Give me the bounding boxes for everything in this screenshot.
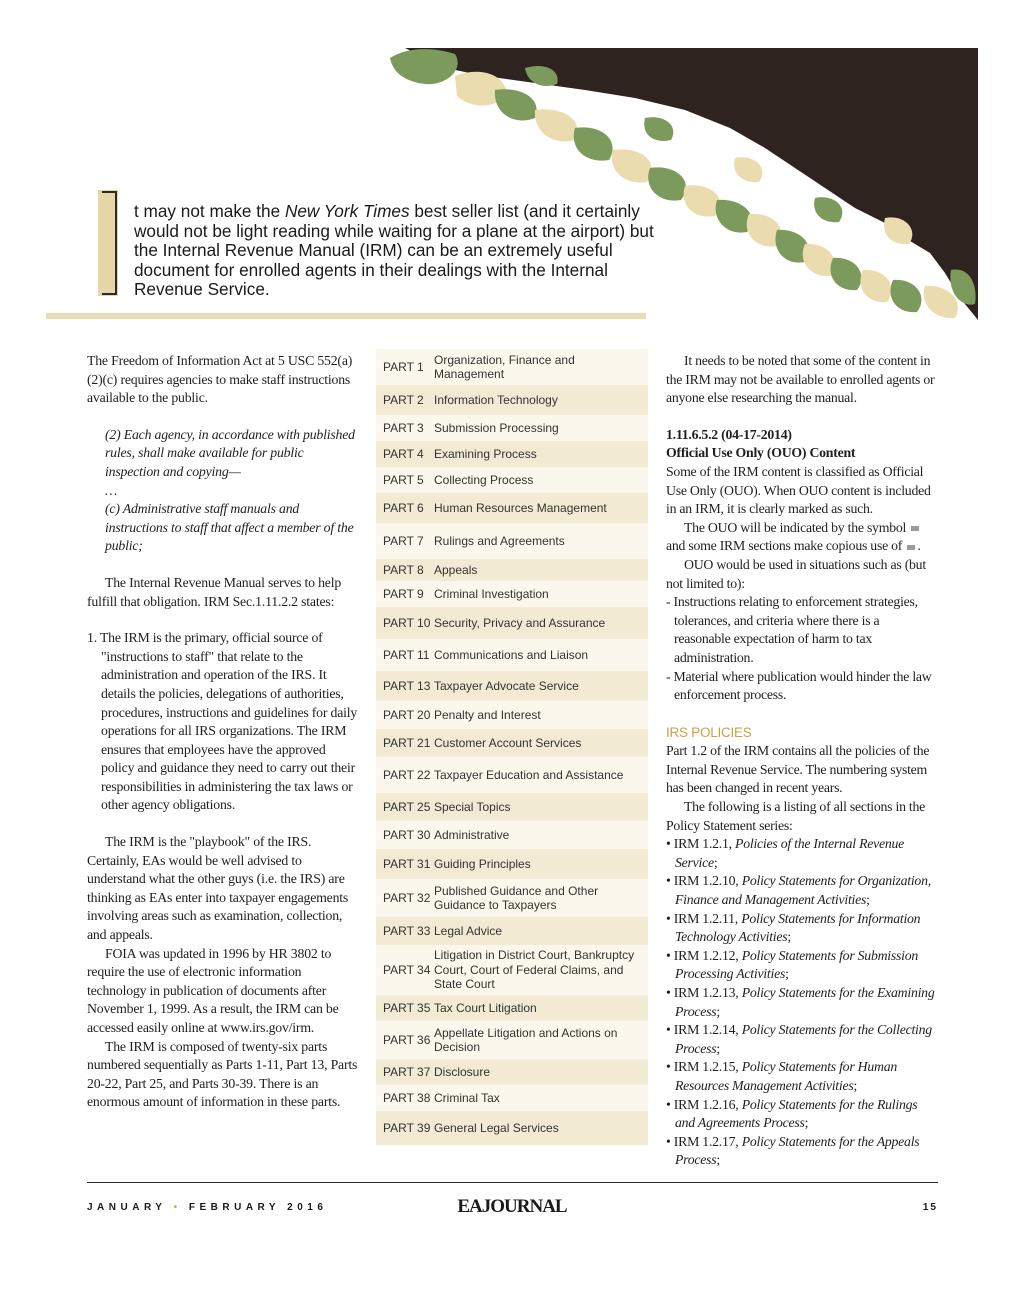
part-row bbox=[376, 415, 648, 441]
foia-quote-1: (2) Each agency, in accordance with published rules, shall make available for public inspection and copying— bbox=[105, 426, 355, 479]
part-title: Human Resources Management bbox=[434, 500, 607, 515]
intro-text-start: t may not make the bbox=[134, 201, 285, 221]
policy-ref: IRM 1.2.12, bbox=[673, 947, 742, 963]
footer-issue-date bbox=[87, 1202, 327, 1213]
part-number: PART 8 bbox=[383, 562, 424, 577]
part-number: PART 5 bbox=[383, 472, 424, 487]
intro-text-italic: New York Times bbox=[284, 201, 410, 221]
irm-serves-paragraph: The Internal Revenue Manual serves to help fulfill that obligation. IRM Sec.1.11.2.2 states: bbox=[87, 574, 342, 609]
section-title: Official Use Only (OUO) Content bbox=[666, 445, 856, 461]
part-row bbox=[376, 467, 648, 493]
part-title: Litigation in District Court, Bankruptcy Court, Court of Federal Claims, and State Court bbox=[434, 948, 635, 992]
part-number: PART 21 bbox=[383, 735, 431, 750]
part-row bbox=[376, 1085, 648, 1111]
part-title: Organization, Finance and Management bbox=[434, 352, 575, 381]
part-title: Criminal Tax bbox=[434, 1090, 500, 1105]
policy-end: ; bbox=[866, 892, 870, 908]
ouo-symbol-text-2: and some IRM sections make copious use of bbox=[666, 538, 903, 554]
part-row bbox=[376, 757, 648, 793]
part-title: Appeals bbox=[434, 562, 478, 577]
ouo-symbol-text-3: . bbox=[917, 538, 921, 554]
ouo-item-2: - Material where publication would hinder the law enforcement process. bbox=[666, 668, 932, 703]
part-number: PART 6 bbox=[383, 500, 424, 515]
part-row bbox=[376, 1059, 648, 1085]
policy-ref: IRM 1.2.1, bbox=[673, 836, 736, 852]
ouo-situations-paragraph: OUO would be used in situations such as (but not limited to): bbox=[666, 556, 926, 591]
part-number: PART 4 bbox=[383, 446, 424, 461]
part-number: PART 25 bbox=[383, 799, 431, 814]
part-row bbox=[376, 523, 648, 559]
part-title: Penalty and Interest bbox=[434, 707, 541, 722]
part-number: PART 30 bbox=[383, 827, 431, 842]
policy-ref: IRM 1.2.10, bbox=[673, 873, 742, 889]
part-row bbox=[376, 729, 648, 757]
policy-title: Policy Statements for Organization, Finance and Management Activities bbox=[675, 873, 931, 908]
part-title: Taxpayer Education and Assistance bbox=[434, 767, 624, 782]
policy-ref: IRM 1.2.15, bbox=[673, 1059, 742, 1075]
ouo-item-1: - Instructions relating to enforcement strategies, tolerances, and criteria where there is a reasonable expectation of harm to tax administration. bbox=[666, 594, 918, 665]
policy-title: Policy Statements for the Rulings and Agreements Process bbox=[675, 1096, 918, 1131]
part-title: Legal Advice bbox=[434, 923, 503, 938]
foia-quote-ellipsis: … bbox=[105, 482, 118, 498]
policy-list-item: • IRM 1.2.1, Policies of the Internal Revenue Service; bbox=[666, 836, 905, 870]
part-title: Special Topics bbox=[434, 799, 511, 814]
part-row bbox=[376, 349, 648, 385]
policy-ref: IRM 1.2.11, bbox=[673, 910, 742, 926]
part-row bbox=[376, 581, 648, 607]
page-number: 15 bbox=[922, 1202, 938, 1213]
irm-parts-paragraph: The IRM is composed of twenty-six parts numbered sequentially as Parts 1-11, Part 13, Parts 20-22, Part 25, and Parts 30-39. There is an enormous amount of information in these parts. bbox=[87, 1038, 358, 1110]
part-title: Published Guidance and Other Guidance to Taxpayers bbox=[434, 883, 599, 912]
part-title: Information Technology bbox=[434, 392, 558, 407]
part-title: General Legal Services bbox=[434, 1120, 559, 1135]
foia-quote-2: (c) Administrative staff manuals and instructions to staff that affect a member of the public; bbox=[105, 501, 354, 554]
part-row bbox=[376, 701, 648, 729]
policy-list-item: • IRM 1.2.15, Policy Statements for Human Resources Management Activities; bbox=[666, 1059, 898, 1093]
policy-title: Policy Statements for Submission Processing Activities bbox=[675, 947, 919, 982]
foia-paragraph: The Freedom of Information Act at 5 USC 552(a)(2)(c) requires agencies to make staff instructions available to the public. bbox=[87, 353, 353, 406]
policy-end: ; bbox=[713, 854, 718, 870]
part-row bbox=[376, 995, 648, 1021]
policy-ref: IRM 1.2.16, bbox=[673, 1096, 742, 1112]
part-title: Communications and Liaison bbox=[434, 647, 589, 662]
ouo-symbol-icon bbox=[911, 526, 919, 531]
part-row bbox=[376, 559, 648, 581]
ea-journal-logo: EAJOURNAL bbox=[457, 1196, 567, 1217]
part-row bbox=[376, 945, 648, 995]
intro-text-end: best seller list (and it certainly would not be light reading while waiting for a plane at the airport) but the Internal Revenue Manual (IRM) can be an extremely useful document for enrolled agents in their dealings with the Internal Revenue Service. bbox=[134, 201, 654, 300]
policy-ref: IRM 1.2.13, bbox=[673, 985, 742, 1000]
part-title: Customer Account Services bbox=[434, 735, 582, 750]
part-row bbox=[376, 1021, 648, 1059]
part-title: Disclosure bbox=[434, 1064, 491, 1079]
part-number: PART 3 bbox=[383, 420, 424, 435]
part-title: Administrative bbox=[434, 827, 510, 842]
drop-cap-bracket bbox=[98, 190, 118, 296]
section-number: 1.11.6.5.2 (04-17-2014) bbox=[666, 426, 792, 442]
part-number: PART 32 bbox=[383, 890, 431, 905]
note-paragraph: It needs to be noted that some of the content in the IRM may not be available to enrolled agents or anyone else researching the manual. bbox=[666, 353, 935, 406]
policy-end: ; bbox=[804, 1115, 809, 1131]
policy-title: Policy Statements for the Collecting Process bbox=[675, 1022, 932, 1056]
part-title: Tax Court Litigation bbox=[434, 1000, 537, 1015]
policy-list-item: • IRM 1.2.17, Policy Statements for the Appeals Process; bbox=[666, 1133, 920, 1168]
part-number: PART 2 bbox=[383, 392, 424, 407]
foia-update-paragraph: FOIA was updated in 1996 by HR 3802 to require the use of electronic information technology in publication of documents after November 1, 1999. As a result, the IRM can be accessed easily online at www.irs.gov/irm. bbox=[87, 945, 339, 1035]
part-number: PART 13 bbox=[383, 678, 431, 693]
policy-title: Policy Statements for Human Resources Management Activities bbox=[675, 1059, 898, 1093]
part-number: PART 38 bbox=[383, 1090, 431, 1105]
part-title: Submission Processing bbox=[434, 420, 559, 435]
policies-paragraph: Part 1.2 of the IRM contains all the policies of the Internal Revenue Service. The numbering system has been changed in recent years. bbox=[666, 743, 930, 796]
intro-divider bbox=[46, 313, 646, 319]
footer-divider bbox=[87, 1182, 938, 1183]
policy-list-item: • IRM 1.2.12, Policy Statements for Submission Processing Activities; bbox=[666, 947, 919, 982]
ouo-symbol-icon bbox=[907, 545, 915, 550]
part-row bbox=[376, 607, 648, 639]
irm-definition-paragraph: 1. The IRM is the primary, official source of "instructions to staff" that relate to the administration and operation of the IRS. It details the policies, delegations of authorities, procedures, instructions and guidelines for daily operations for all IRS organizations. The IRM ensures that employees have the approved policy and guidance they need to carry out their responsibilities in administering the tax laws or other agency obligations. bbox=[87, 630, 358, 813]
part-row bbox=[376, 821, 648, 849]
part-number: PART 20 bbox=[383, 707, 431, 722]
part-row bbox=[376, 671, 648, 701]
right-column bbox=[666, 352, 938, 1170]
part-title: Examining Process bbox=[434, 446, 537, 461]
footer-separator: • bbox=[173, 1202, 182, 1213]
intro-paragraph bbox=[134, 202, 654, 300]
part-number: PART 11 bbox=[383, 647, 430, 662]
part-row bbox=[376, 849, 648, 879]
part-number: PART 37 bbox=[383, 1064, 431, 1079]
irm-parts-table bbox=[376, 349, 648, 1145]
left-column bbox=[87, 352, 359, 1112]
policy-title: Policies of the Internal Revenue Service bbox=[675, 836, 905, 870]
part-number: PART 7 bbox=[383, 533, 424, 548]
part-number: PART 1 bbox=[383, 359, 424, 374]
part-row bbox=[376, 639, 648, 671]
part-row bbox=[376, 917, 648, 945]
part-number: PART 22 bbox=[383, 767, 431, 782]
policy-end: ; bbox=[716, 1003, 721, 1019]
policy-list-item: • IRM 1.2.13, Policy Statements for the Examining Process; bbox=[666, 985, 935, 1019]
footer-month-2: FEBRUARY 2016 bbox=[188, 1202, 328, 1213]
policy-title: Policy Statements for Information Technology Activities bbox=[675, 910, 921, 945]
policy-end: ; bbox=[716, 1152, 721, 1168]
footer-month-1: JANUARY bbox=[87, 1202, 167, 1213]
policy-list-item: • IRM 1.2.11, Policy Statements for Information Technology Activities; bbox=[666, 910, 921, 945]
ouo-symbol-text-1: The OUO will be indicated by the symbol bbox=[684, 519, 907, 535]
policy-list-item: • IRM 1.2.10, Policy Statements for Organization, Finance and Management Activities; bbox=[666, 873, 931, 908]
part-title: Criminal Investigation bbox=[434, 586, 549, 601]
policy-title: Policy Statements for the Examining Process bbox=[675, 985, 935, 1019]
part-number: PART 39 bbox=[383, 1120, 431, 1135]
playbook-paragraph: The IRM is the "playbook" of the IRS. Certainly, EAs would be well advised to understand what the other guys (i.e. the IRS) are thinking as EAs enter into taxpayer engagements involving areas such as examination, collection, and appeals. bbox=[87, 834, 349, 943]
part-number: PART 31 bbox=[383, 856, 431, 871]
part-row bbox=[376, 493, 648, 523]
part-title: Rulings and Agreements bbox=[434, 533, 565, 548]
irs-policies-heading: IRS POLICIES bbox=[666, 724, 752, 740]
policy-list bbox=[666, 835, 938, 1170]
part-row bbox=[376, 879, 648, 917]
part-number: PART 35 bbox=[383, 1000, 431, 1015]
part-title: Guiding Principles bbox=[434, 856, 531, 871]
policy-ref: IRM 1.2.17, bbox=[673, 1133, 742, 1149]
listing-paragraph: The following is a listing of all sections in the Policy Statement series: bbox=[666, 799, 926, 833]
part-number: PART 36 bbox=[383, 1032, 431, 1047]
ouo-symbol-paragraph bbox=[666, 519, 938, 556]
part-title: Security, Privacy and Assurance bbox=[434, 615, 606, 630]
part-title: Taxpayer Advocate Service bbox=[434, 678, 579, 693]
part-number: PART 33 bbox=[383, 923, 431, 938]
ouo-paragraph: Some of the IRM content is classified as Official Use Only (OUO). When OUO content is included in an IRM, it is clearly marked as such. bbox=[666, 463, 931, 517]
policy-list-item: • IRM 1.2.14, Policy Statements for the Collecting Process; bbox=[666, 1022, 932, 1056]
part-row bbox=[376, 441, 648, 467]
part-number: PART 34 bbox=[383, 962, 431, 977]
part-row bbox=[376, 385, 648, 415]
policy-ref: IRM 1.2.14, bbox=[673, 1022, 742, 1038]
policy-end: ; bbox=[787, 929, 791, 945]
policy-end: ; bbox=[853, 1077, 858, 1093]
part-number: PART 10 bbox=[383, 615, 431, 630]
policy-end: ; bbox=[785, 966, 789, 982]
part-title: Appellate Litigation and Actions on Decision bbox=[434, 1025, 618, 1054]
part-title: Collecting Process bbox=[434, 472, 534, 487]
policy-title: Policy Statements for the Appeals Process bbox=[675, 1133, 920, 1168]
part-row bbox=[376, 1111, 648, 1145]
policy-list-item: • IRM 1.2.16, Policy Statements for the Rulings and Agreements Process; bbox=[666, 1096, 918, 1131]
policy-end: ; bbox=[716, 1040, 721, 1056]
part-number: PART 9 bbox=[383, 586, 424, 601]
part-row bbox=[376, 793, 648, 821]
